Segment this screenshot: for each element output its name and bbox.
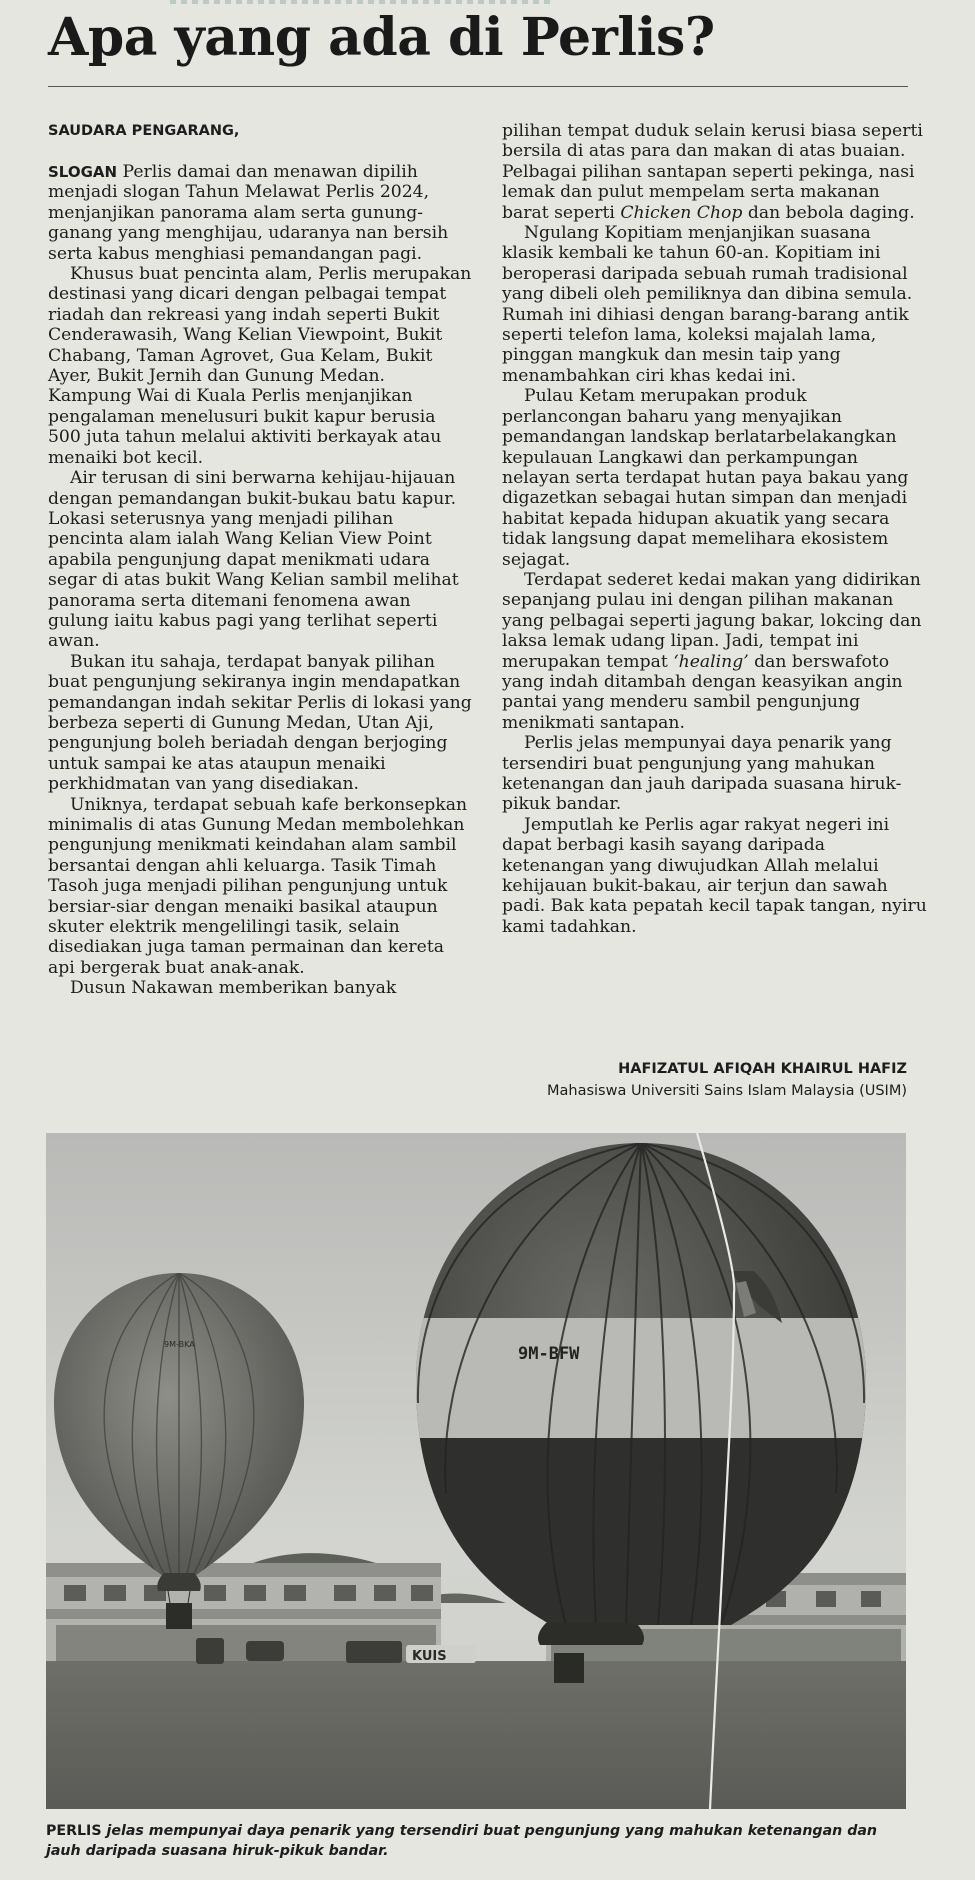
paragraph: Bukan itu sahaja, terdapat banyak pilihan buat pengunjung sekiranya ingin mendapatkan pemandangan indah sekitar Perlis di lokasi yang berbeza seperti di Gunung Medan, Utan Aji, pengunjung boleh beriadah dengan berjoging untuk sampai ke atas ataupun menaiki perkhidmatan van yang disediakan. xyxy=(48,651,472,795)
sign-text: KUIS xyxy=(412,1649,447,1664)
paragraph-text-a: Terdapat sederet kedai makan yang didirikan sepanjang pulau ini dengan pilihan makanan yang pelbagai seperti jagung bakar, lokcing dan laksa lemak udang lipan. Jadi, tempat ini merupakan tempat xyxy=(502,569,922,672)
field xyxy=(46,1661,906,1809)
salutation: SAUDARA PENGARANG, xyxy=(48,123,240,139)
photo-caption xyxy=(46,1821,916,1861)
continued-paragraph xyxy=(502,121,927,223)
lead-word: SLOGAN xyxy=(48,163,118,181)
hot-air-balloons-photo xyxy=(46,1133,906,1809)
headline-rule xyxy=(48,86,908,87)
caption-lead: PERLIS xyxy=(46,1823,102,1839)
headline: Apa yang ada di Perlis? xyxy=(48,7,715,68)
paragraph: Uniknya, terdapat sebuah kafe berkonsepkan minimalis di atas Gunung Medan membolehkan pengunjung menikmati keindahan alam sambil bersantai dengan ahli keluarga. Tasik Timah Tasoh juga menjadi pilihan pengunjung untuk bersiar-siar dengan menaiki basikal ataupun skuter elektrik mengelilingi tasik, selain disediakan juga taman permainan dan kereta api bergerak buat anak-anak. xyxy=(48,794,468,978)
paragraph: Khusus buat pencinta alam, Perlis merupakan destinasi yang dicari dengan pelbagai tempat riadah dan rekreasi yang indah seperti Bukit Cenderawasih, Wang Kelian Viewpoint, Bukit Chabang, Taman Agrovet, Gua Kelam, Bukit Ayer, Bukit Jernih dan Gunung Medan. Kampung Wai di Kuala Perlis menjanjikan pengalaman menelusuri bukit kapur berusia 500 juta tahun melalui aktiviti berkayak atau menaiki bot kecil. xyxy=(48,264,472,468)
article-photo xyxy=(46,1133,906,1809)
paragraph-text-b: dan berswafoto yang indah ditambah dengan keasyikan angin pantai yang menderu sambil pengunjung menikmati santapan. xyxy=(502,651,903,733)
paragraph: Ngulang Kopitiam menjanjikan suasana klasik kembali ke tahun 60-an. Kopitiam ini beroperasi daripada sebuah rumah tradisional yang dibeli oleh pemiliknya dan dibina semula. Rumah ini dihiasi dengan barang-barang antik seperti telefon lama, koleksi majalah lama, pinggan mangkuk dan mesin taip yang menambahkan ciri khas kedai ini. xyxy=(502,223,913,386)
left-column xyxy=(48,120,473,999)
paragraph: Perlis jelas mempunyai daya penarik yang tersendiri buat pengunjung yang mahukan ketenangan dan jauh daripada suasana hiruk-pikuk bandar. xyxy=(502,733,902,815)
author-name: HAFIZATUL AFIQAH KHAIRUL HAFIZ xyxy=(618,1061,907,1077)
italic-phrase: ‘healing’ xyxy=(673,651,749,672)
right-balloon-label: 9M-BFW xyxy=(518,1344,580,1364)
italic-phrase: Chicken Chop xyxy=(620,202,743,223)
top-decorative-strip xyxy=(170,0,550,4)
first-paragraph xyxy=(48,162,473,264)
left-balloon-label: 9M-BKA xyxy=(164,1340,195,1349)
paragraph: Air terusan di sini berwarna kehijau-hijauan dengan pemandangan bukit-bukau batu kapur. Lokasi seterusnya yang menjadi pilihan pencinta alam ialah Wang Kelian View Point apabila pengunjung dapat menikmati udara segar di atas bukit Wang Kelian sambil melihat panorama serta ditemani fenomena awan gulung iaitu kabus pagi yang terlihat seperti awan. xyxy=(48,468,459,652)
right-column xyxy=(502,121,927,937)
paragraph xyxy=(502,570,927,733)
first-paragraph-text: Perlis damai dan menawan dipilih menjadi slogan Tahun Melawat Perlis 2024, menjanjikan panorama alam serta gunung-ganang yang menghijau, udaranya nan bersih serta kabus menghiasi pemandangan pagi. xyxy=(48,162,449,264)
continued-paragraph-text-b: dan bebola daging. xyxy=(742,202,915,223)
author-affiliation: Mahasiswa Universiti Sains Islam Malaysia (USIM) xyxy=(546,1083,907,1099)
continued-paragraph-text-a: pilihan tempat duduk selain kerusi biasa seperti bersila di atas para dan makan di atas buaian. Pelbagai pilihan santapan seperti pekinga, nasi lemak dan pulut mempelam serta makanan barat seperti xyxy=(502,121,923,223)
paragraph: Dusun Nakawan memberikan banyak xyxy=(70,978,397,999)
signature xyxy=(547,1058,907,1102)
caption-text: jelas mempunyai daya penarik yang tersendiri buat pengunjung yang mahukan ketenangan dan jauh daripada suasana hiruk-pikuk bandar. xyxy=(46,1823,878,1859)
paragraph: Jemputlah ke Perlis agar rakyat negeri ini dapat berbagi kasih sayang daripada ketenangan yang diwujudkan Allah melalui kehijauan bukit-bakau, air terjun dan sawah padi. Bak kata pepatah kecil tapak tangan, nyiru kami tadahkan. xyxy=(502,814,927,937)
paragraph: Pulau Ketam merupakan produk perlancongan baharu yang menyajikan pemandangan landskap berlatarbelakangkan kepulauan Langkawi dan perkampungan nelayan serta terdapat hutan paya bakau yang digazetkan sebagai hutan simpan dan menjadi habitat kepada hidupan akuatik yang secara tidak langsung dapat memelihara ekosistem sejagat. xyxy=(502,386,909,570)
